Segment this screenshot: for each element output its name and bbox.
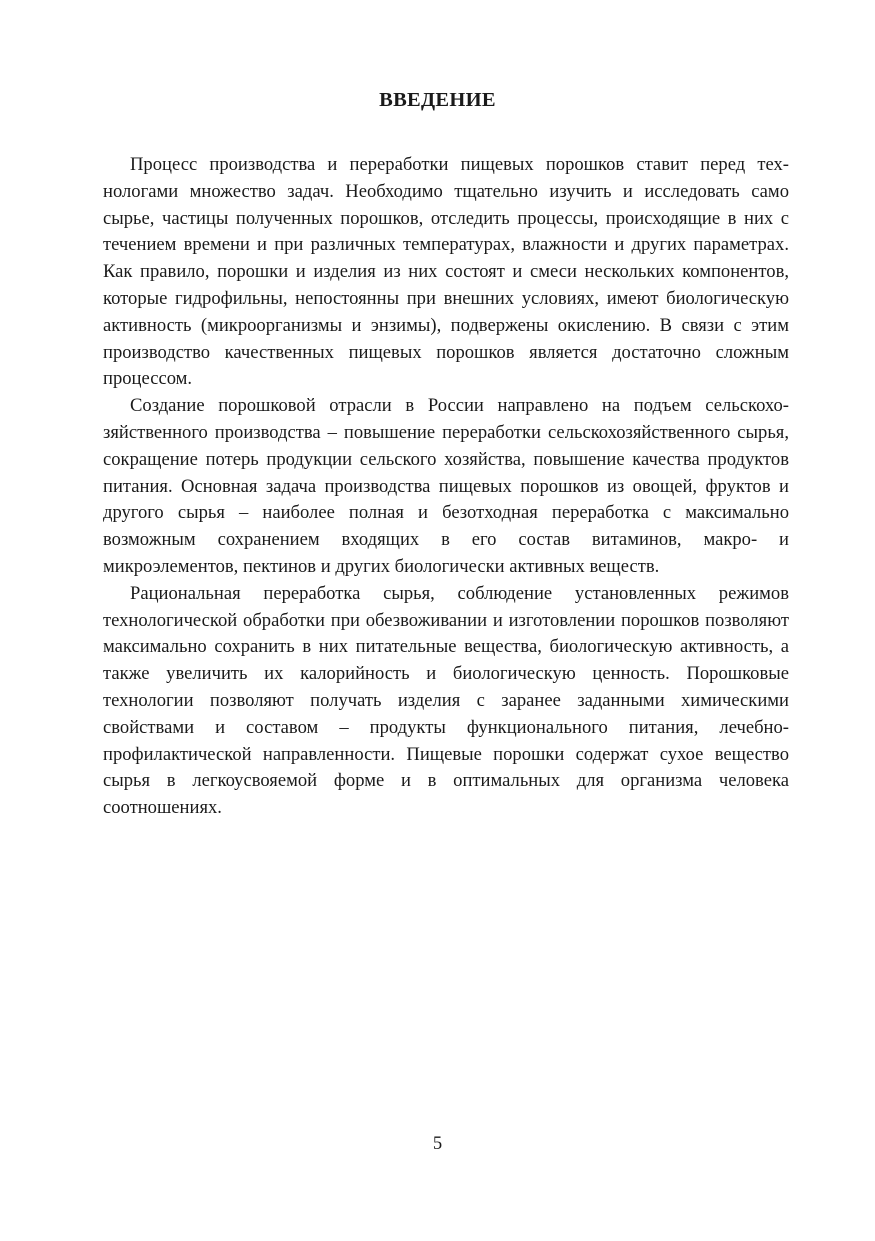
page-title: ВВЕДЕНИЕ (379, 89, 496, 111)
paragraph-1: Процесс производства и переработки пищевых порошков ставит перед технологами множество задач. Необходимо тщательно изучить и исследовать само сырье, частицы полученных порошков, отследить процессы, происходящие в них с течением времени и при различных температурах, влажности и других параметрах. Как правило, порошки и изделия из них состоят и смеси нескольких компонентов, которые гидрофильны, непостоянны при внешних условиях, имеют биологическую активность (микроорганизмы и энзимы), подвержены окислению. В связи с этим производство качественных пищевых порошков является достаточно сложным процессом. (103, 154, 789, 390)
paragraph-3: Рациональная переработка сырья, соблюдение установленных режимов технологической обработки при обезвоживании и изготовлении порошков позволяют максимально сохранить в них питательные вещества, биологическую активность, а также увеличить их калорийность и биологическую ценность. Порошковые технологии позволяют получать изделия с заранее заданными химическими свойствами и составом – продукты функционального питания, лечебно-профилактической направленности. Пищевые порошки содержат сухое вещество сырья в легкоусвояемой форме и в оптимальных для организма человека соотношениях. (103, 582, 789, 819)
paragraph-2: Создание порошковой отрасли в России направлено на подъем сельскохозяйственного производства – повышение переработки сельскохозяйственного сырья, сокращение потерь продукции сельского хозяйства, повышение качества продуктов питания. Основная задача производства пищевых порошков из овощей, фруктов и другого сырья – наиболее полная и безотходная переработка с максимально возможным сохранением входящих в его состав витаминов, макро- и микроэлементов, пектинов и других биологически активных веществ. (103, 395, 789, 577)
page-number: 5 (432, 1133, 443, 1154)
document-body (103, 152, 789, 822)
